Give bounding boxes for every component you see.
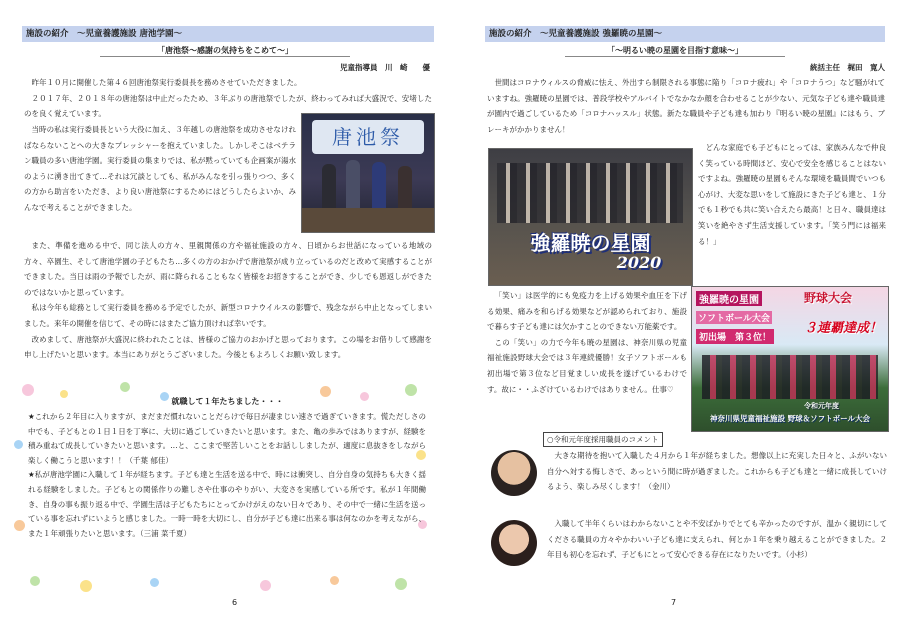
person-figure bbox=[398, 166, 412, 208]
paragraph: また、準備を進める中で、同じ法人の方々、里親関係の方や福祉施設の方々、日頃からお世話になっている地域の方々、卒園生、そして唐池学園の子どもたち…多くの方のおかげで唐池祭が成り立っているのだと改めて実感することができました。当日は雨の予報でしたが、雨に降られることもなく皆様をお招きすることができ、少しでも恩返しができたのではないかと思っています。 bbox=[24, 241, 432, 297]
sports-team-photo bbox=[691, 286, 889, 432]
photo-caption-title: 強羅暁の星園 bbox=[530, 231, 651, 255]
side-text bbox=[698, 140, 886, 249]
paragraph: ２０１７年、２０１８年の唐池祭は中止だったため、３年ぶりの唐池祭でしたが、終わってみれば大盛況で、安堵したのを良く覚えています。 bbox=[24, 93, 432, 119]
baseball-result: ３連覇達成！ bbox=[804, 321, 883, 336]
paragraph: 入職して半年くらいはわからないことや不安ばかりでとても辛かったのですが、温かく親切にしてくださる職員の方々やかわいい子ども達に支えられ、何とか１年を乗り越えることができました。２年目も初心を忘れず、子どもにとって安心できる存在になりたいです。（小杉） bbox=[547, 519, 887, 560]
staff-comment: ★これから２年目に入りますが、まだまだ慣れないことだらけで毎日が凄まじい速さで過ぎていきます。慌ただしさの中でも、子どもとの１日１日を丁寧に、大切に過ごしていきたいと思います。また、亀の歩みではありますが、経験を積み重ねて成長していきたいと思います。…と、ここまで堅苦しいことをお話ししましたが、適度に息抜きをしながら楽しく働こうと思います！！（千葉 郁佳） bbox=[28, 412, 426, 465]
paragraph: 当時の私は実行委員長という大役に加え、３年越しの唐池祭を成功させなければならないことへの大きなプレッシャーを抱えていました。しかしそこはベテラン職員の多い唐池学園。実行委員の集まりでは、私が黙っていても企画案が湯水のように湧き出てきて…それは冗談としても、私がみんなを引っ張りつつ、多くの方から助言をいただき、より良い唐池祭にするためにはどうしたらよいか、みんなで考えることができました。 bbox=[24, 125, 296, 212]
paragraph: 私は今年も総務として実行委員を務める予定でしたが、新型コロナウイルスの影響で、残念ながら中止となってしまいました。来年の開催を信じて、その時にはまたご協力頂ければ幸いです。 bbox=[24, 303, 432, 328]
author-line: 児童指導員 川 崎 優 bbox=[340, 63, 430, 72]
staff-photo-kosugi bbox=[491, 520, 537, 566]
staff-comment: ★私が唐池学園に入職して１年が経ちます。子ども達と生活を送る中で、時には衝突し、自分自身の気持ちも大きく揺れる経験をしました。子どもとの関係作りの難しさや仕事のやりがい、大変さを実感している所です。私が１年間働き、自身の事も振り返る中で、学園生活は子どもたちにとってかけがえのない日々であり、その中で一緒に生活を送っている事を忘れずにいようと感じました。一時一時を大切にし、自分が子ども達に出来る事は何なのかを考えながら、また１年頑張りたいと思います。（三浦 菜千夏） bbox=[28, 470, 426, 538]
team-label: 強羅暁の星園 bbox=[696, 291, 762, 306]
stage-floor bbox=[302, 208, 434, 232]
group-photo bbox=[488, 148, 693, 286]
page-number: 6 bbox=[232, 598, 238, 607]
staff-comment bbox=[547, 516, 887, 563]
person-figure bbox=[346, 160, 360, 208]
softball-result: 初出場 第３位！ bbox=[696, 329, 774, 344]
person-figure bbox=[322, 164, 336, 208]
box-title: 就職して１年たちました・・・ bbox=[171, 397, 284, 406]
body-text-wide bbox=[24, 238, 432, 363]
section-header: 施設の紹介 ～児童養護施設 強羅暁の星園～ bbox=[485, 26, 885, 42]
team-members bbox=[702, 355, 878, 399]
person-figure bbox=[372, 162, 386, 208]
author-line: 統括主任 梶田 寛人 bbox=[810, 63, 885, 72]
section-header: 施設の紹介 ～児童養護施設 唐池学園～ bbox=[22, 26, 434, 42]
paragraph: 改めまして、唐池祭が大盛況に終われたことは、皆様のご協力のおかげと思っております。この場をお借りして感謝を申し上げたいと思います。本当にありがとうございました。今後ともよろしくお願い致します。 bbox=[24, 334, 432, 360]
year-label: 令和元年度 bbox=[804, 402, 839, 410]
body-text-narrow bbox=[24, 122, 296, 216]
softball-label: ソフトボール大会 bbox=[696, 311, 772, 324]
intro-text bbox=[487, 75, 885, 137]
laugh-text bbox=[487, 288, 687, 397]
right-page bbox=[455, 0, 910, 644]
group-of-people bbox=[497, 163, 683, 223]
page-number: 7 bbox=[671, 598, 677, 607]
article-title: 「～明るい暁の星園を目指す意味～」 bbox=[565, 45, 785, 57]
comment-section-label: ○令和元年度採用職員のコメント bbox=[543, 432, 663, 447]
article-title: 「唐池祭～感謝の気持ちをこめて～」 bbox=[100, 45, 350, 57]
paragraph: 世間はコロナウィルスの脅威に怯え、外出すら制限される事態に陥り「コロナ疲れ」や「コロナうつ」など騒がれていますね。強羅暁の星園では、普段学校やアルバイトでなかなか顔を合わせることが少ない、元気な子ども達や職員達が園内で過ごしているため「コロナハッスル」状態。新たな職員や子ども達も加わり『明るい暁の星園』にはもう、ブレーキがかかりません！ bbox=[487, 78, 885, 134]
staff-photo-kanagawa bbox=[491, 450, 537, 496]
tournament-label: 神奈川県児童福祉施設 野球＆ソフトボール大会 bbox=[710, 414, 870, 423]
paragraph: どんな家庭でも子どもにとっては、家族みんなで仲良く笑っている時間ほど、安心で安全を感じることはないですよね。強羅暁の星園もそんな環境を職員間でいつも心がけ、大変な思いをして施設にきた子ども達と、１分でも１秒でも共に笑い合えたら最高！と日々、職員達は笑いを絶やさず生活支援しています。「笑う門には福来る！」 bbox=[698, 143, 886, 246]
paragraph: 「笑い」は医学的にも免疫力を上げる効果や血圧を下げる効果、痛みを和らげる効果などが認められており、施設で暮らす子ども達には欠かすことのできない万能薬です。 bbox=[487, 291, 687, 332]
paragraph: 大きな期待を抱いて入職した４月から１年が経ちました。想像以上に充実した日々と、ふがいない自分へ対する悔しさで、あっという間に時が過ぎました。これからも子ども達と一緒に成長していけるよう、楽しみ尽くします！（金川） bbox=[547, 451, 887, 492]
paragraph: この「笑い」の力で今年も暁の星園は、神奈川県の児童福祉施設野球大会では３年連続優勝！女子ソフトボールも初出場で第３位など目覚ましい成長を遂げているわけです。故に・・ふざけているわけではありません。仕事♡ bbox=[487, 337, 687, 394]
new-staff-comments bbox=[28, 410, 426, 541]
festival-banner: 唐池祭 bbox=[312, 120, 424, 154]
event-label: 野球大会 bbox=[804, 291, 853, 305]
paragraph: 昨年１０月に開催した第４６回唐池祭実行委員長を務めさせていただきました。 bbox=[31, 78, 302, 87]
festival-stage-photo bbox=[301, 113, 435, 233]
staff-comment bbox=[547, 448, 887, 495]
photo-caption-year: 2020 bbox=[616, 253, 662, 272]
